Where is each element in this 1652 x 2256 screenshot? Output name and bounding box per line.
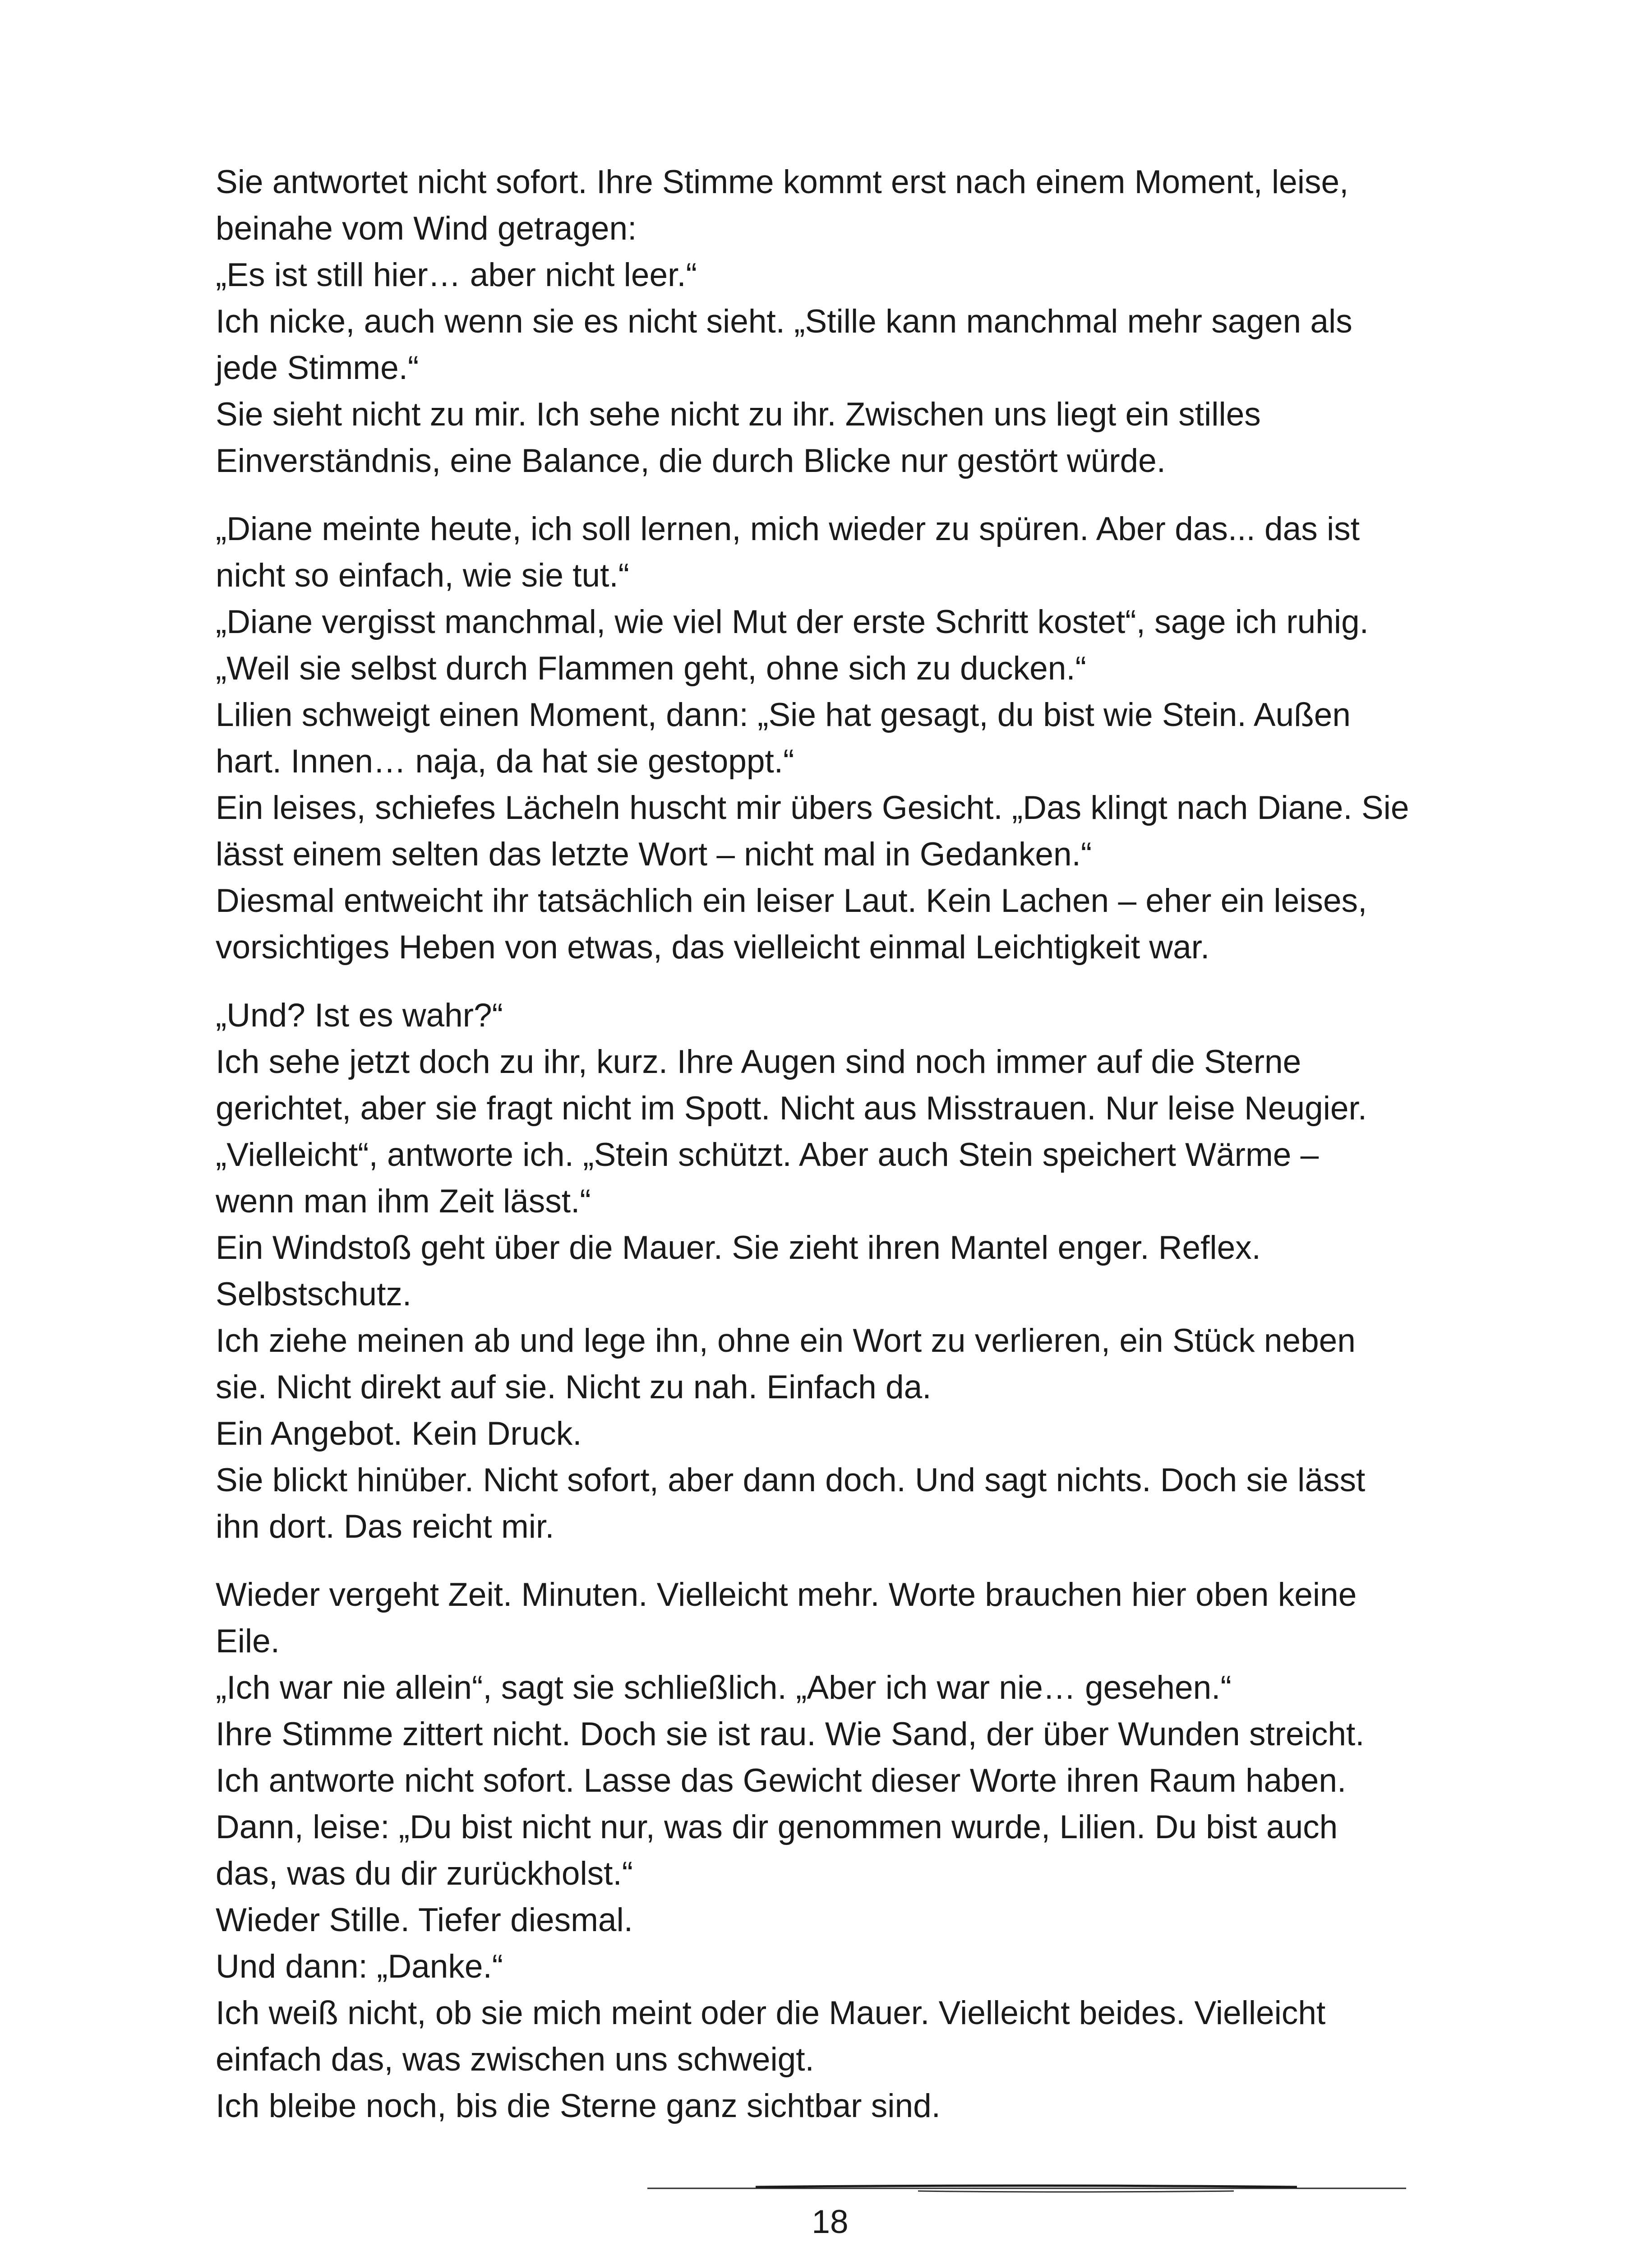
text-line: einfach das, was zwischen uns schweigt. (216, 2041, 814, 2078)
text-line: Lilien schweigt einen Moment, dann: „Sie hat gesagt, du bist wie Stein. Außen (216, 697, 1351, 733)
text-line: gerichtet, aber sie fragt nicht im Spott. Nicht aus Misstrauen. Nur leise Neugier. (216, 1090, 1367, 1127)
footer-divider (647, 2183, 1406, 2194)
text-line: „Und? Ist es wahr?“ (216, 997, 503, 1034)
text-line: Sie antwortet nicht sofort. Ihre Stimme kommt erst nach einem Moment, leise, (216, 164, 1349, 200)
text-line: Wieder vergeht Zeit. Minuten. Vielleicht mehr. Worte brauchen hier oben keine (216, 1576, 1357, 1613)
text-line: Ein Angebot. Kein Druck. (216, 1415, 582, 1452)
text-line: Sie blickt hinüber. Nicht sofort, aber dann doch. Und sagt nichts. Doch sie lässt (216, 1462, 1366, 1498)
text-line: „Es ist still hier… aber nicht leer.“ (216, 257, 697, 293)
text-line: Ich antworte nicht sofort. Lasse das Gewicht dieser Worte ihren Raum haben. (216, 1762, 1347, 1799)
text-line: Einverständnis, eine Balance, die durch Blicke nur gestört würde. (216, 443, 1166, 479)
text-line: Ein leises, schiefes Lächeln huscht mir übers Gesicht. „Das klingt nach Diane. Sie (216, 790, 1409, 826)
paragraph-3 (216, 992, 1452, 1550)
text-line: „Ich war nie allein“, sagt sie schließlich. „Aber ich war nie… gesehen.“ (216, 1669, 1232, 1706)
text-line: Ihre Stimme zittert nicht. Doch sie ist rau. Wie Sand, der über Wunden streicht. (216, 1716, 1365, 1752)
text-line: Ich bleibe noch, bis die Sterne ganz sichtbar sind. (216, 2088, 941, 2124)
text-line: „Vielleicht“, antworte ich. „Stein schützt. Aber auch Stein speichert Wärme – (216, 1137, 1319, 1173)
text-line: wenn man ihm Zeit lässt.“ (216, 1183, 591, 1220)
text-line: das, was du dir zurückholst.“ (216, 1855, 633, 1892)
text-line: Eile. (216, 1623, 280, 1660)
body-text (216, 159, 1452, 2151)
text-line: lässt einem selten das letzte Wort – nicht mal in Gedanken.“ (216, 836, 1092, 873)
text-line: Diesmal entweicht ihr tatsächlich ein leiser Laut. Kein Lachen – eher ein leises, (216, 883, 1367, 919)
text-line: hart. Innen… naja, da hat sie gestoppt.“ (216, 743, 794, 780)
text-line: Ich nicke, auch wenn sie es nicht sieht. „Stille kann manchmal mehr sagen als (216, 303, 1352, 340)
page-number: 18 (812, 2204, 849, 2240)
text-line: sie. Nicht direkt auf sie. Nicht zu nah. Einfach da. (216, 1369, 932, 1405)
text-line: nicht so einfach, wie sie tut.“ (216, 557, 629, 594)
paragraph-2 (216, 506, 1452, 971)
text-line: Und dann: „Danke.“ (216, 1948, 503, 1985)
text-line: beinahe vom Wind getragen: (216, 210, 637, 247)
text-line: Selbstschutz. (216, 1276, 412, 1313)
text-line: „Diane vergisst manchmal, wie viel Mut der erste Schritt kostet“, sage ich ruhig. (216, 604, 1369, 640)
text-line: Wieder Stille. Tiefer diesmal. (216, 1902, 633, 1938)
text-line: jede Stimme.“ (216, 350, 419, 386)
text-line: „Diane meinte heute, ich soll lernen, mich wieder zu spüren. Aber das... das ist (216, 511, 1360, 547)
text-line: Sie sieht nicht zu mir. Ich sehe nicht zu ihr. Zwischen uns liegt ein stilles (216, 396, 1261, 433)
text-line: Ich sehe jetzt doch zu ihr, kurz. Ihre Augen sind noch immer auf die Sterne (216, 1044, 1301, 1080)
text-line: Ich weiß nicht, ob sie mich meint oder die Mauer. Vielleicht beides. Vielleicht (216, 1995, 1326, 2031)
paragraph-4 (216, 1572, 1452, 2129)
text-line: Ein Windstoß geht über die Mauer. Sie zieht ihren Mantel enger. Reflex. (216, 1230, 1261, 1266)
text-line: vorsichtiges Heben von etwas, das vielleicht einmal Leichtigkeit war. (216, 929, 1210, 966)
text-line: ihn dort. Das reicht mir. (216, 1508, 554, 1545)
text-line: „Weil sie selbst durch Flammen geht, ohne sich zu ducken.“ (216, 650, 1086, 687)
paragraph-1 (216, 159, 1452, 484)
text-line: Ich ziehe meinen ab und lege ihn, ohne ein Wort zu verlieren, ein Stück neben (216, 1322, 1356, 1359)
text-line: Dann, leise: „Du bist nicht nur, was dir genommen wurde, Lilien. Du bist auch (216, 1809, 1338, 1845)
